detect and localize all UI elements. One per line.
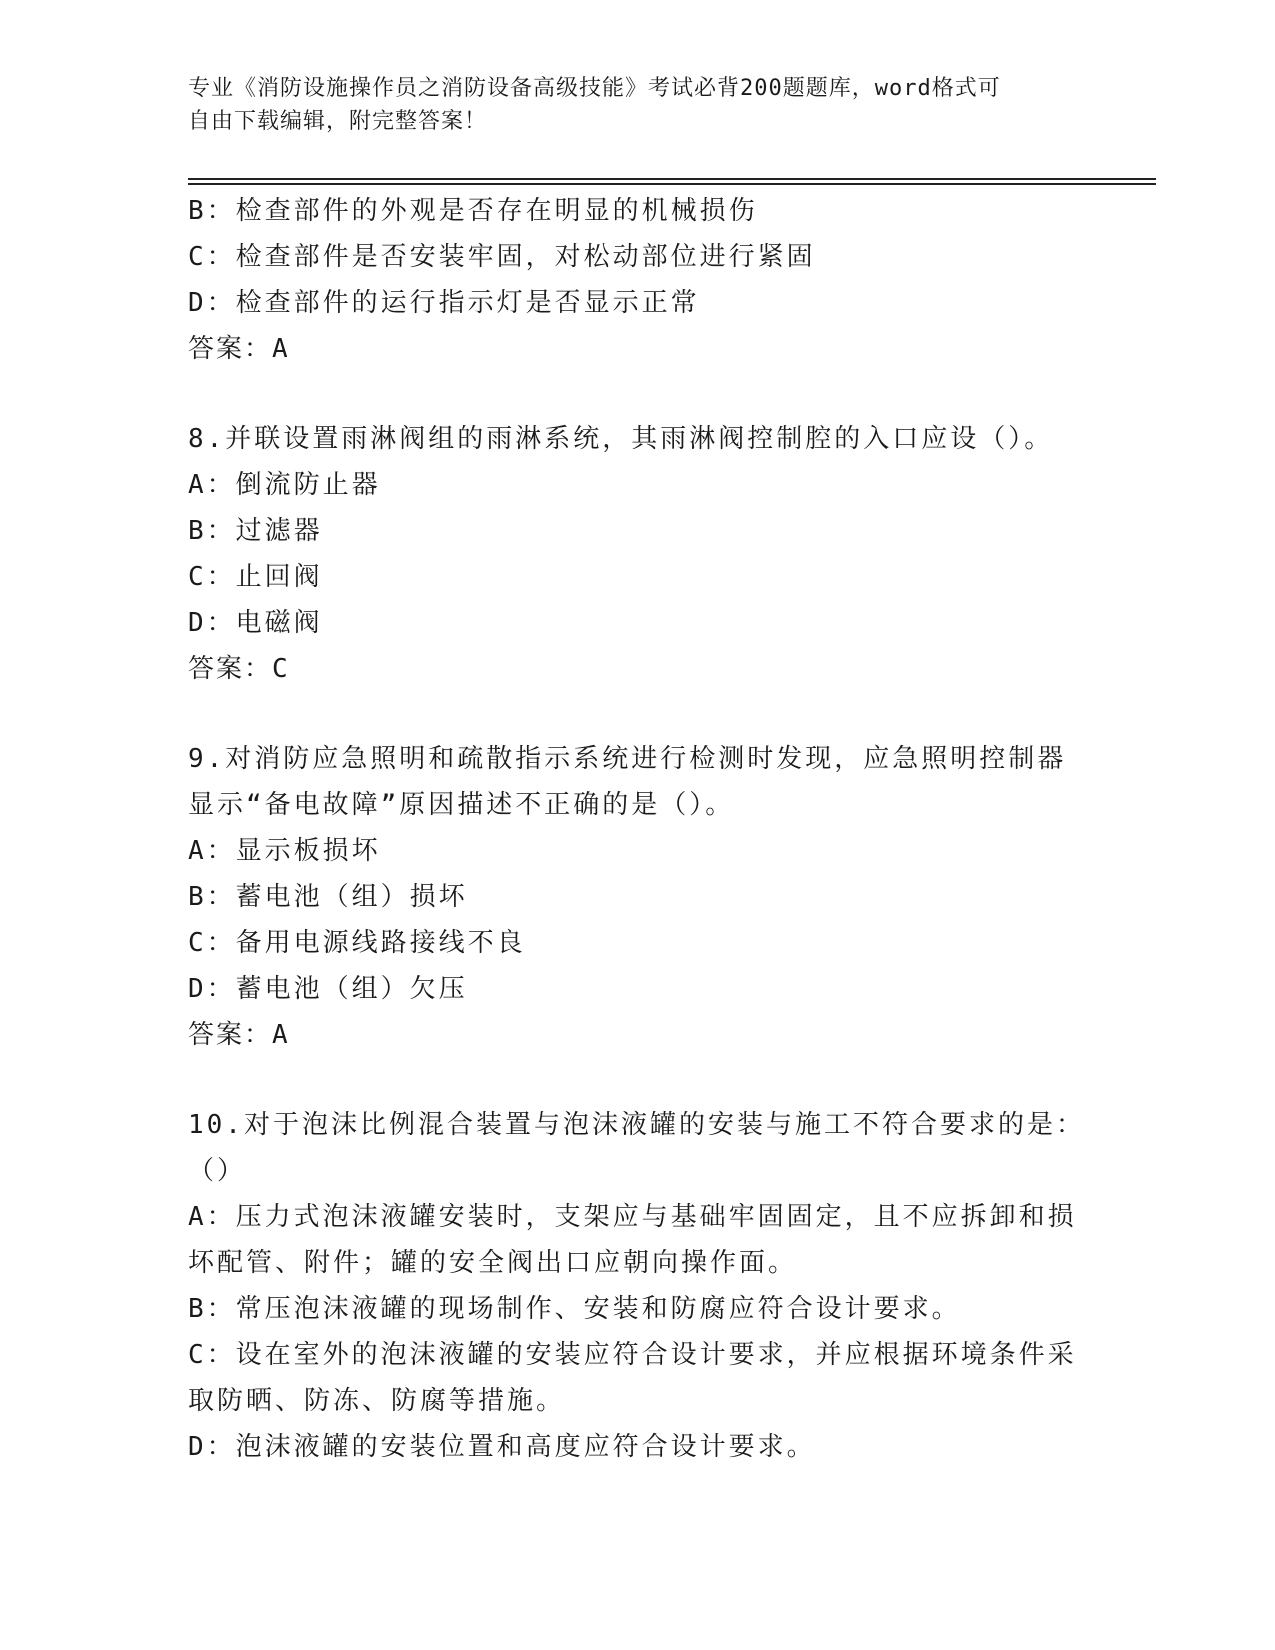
- question-list: [188, 188, 1088, 1470]
- q8-option-c: C：止回阀: [188, 562, 323, 592]
- q8-question: 8.并联设置雨淋阀组的雨淋系统，其雨淋阀控制腔的入口应设（）。: [188, 424, 1054, 454]
- q10-option-a-line-1: A：压力式泡沫液罐安装时，支架应与基础牢固固定，且不应拆卸和损: [188, 1202, 1077, 1232]
- q9-option-d: D：蓄电池（组）欠压: [188, 974, 468, 1004]
- header-divider-top: [188, 178, 1156, 180]
- q10-question-line-2: （）: [188, 1156, 247, 1186]
- q9-question-line-1: 9.对消防应急照明和疏散指示系统进行检测时发现，应急照明控制器: [188, 744, 1067, 774]
- q9-option-a: A：显示板损坏: [188, 836, 381, 866]
- q10-option-c-line-2: 取防晒、防冻、防腐等措施。: [188, 1386, 566, 1416]
- header-line-1: 专业《消防设施操作员之消防设备高级技能》考试必背200题题库，word格式可: [188, 76, 1001, 101]
- q9-question-line-2: 显示“备电故障”原因描述不正确的是（）。: [188, 790, 735, 820]
- spacer: [188, 1058, 1088, 1102]
- q7-option-d: D：检查部件的运行指示灯是否显示正常: [188, 288, 700, 318]
- q9-option-b: B：蓄电池（组）损坏: [188, 882, 468, 912]
- q7-answer: 答案：A: [188, 334, 290, 364]
- q7-option-b: B：检查部件的外观是否存在明显的机械损伤: [188, 196, 758, 226]
- q8-option-d: D：电磁阀: [188, 608, 323, 638]
- question-8: [188, 416, 1088, 692]
- q10-option-a-line-2: 坏配管、附件；罐的安全阀出口应朝向操作面。: [188, 1248, 798, 1278]
- q10-option-d: D：泡沫液罐的安装位置和高度应符合设计要求。: [188, 1432, 816, 1462]
- header-line-2: 自由下载编辑，附完整答案！: [188, 109, 488, 134]
- q8-option-b: B：过滤器: [188, 516, 323, 546]
- q10-question-line-1: 10.对于泡沫比例混合装置与泡沫液罐的安装与施工不符合要求的是：: [188, 1110, 1085, 1140]
- q10-option-b: B：常压泡沫液罐的现场制作、安装和防腐应符合设计要求。: [188, 1294, 961, 1324]
- q8-option-a: A：倒流防止器: [188, 470, 381, 500]
- q9-option-c: C：备用电源线路接线不良: [188, 928, 526, 958]
- question-10: [188, 1102, 1088, 1470]
- q9-answer: 答案：A: [188, 1020, 290, 1050]
- header-divider-bottom: [188, 183, 1156, 185]
- question-9: [188, 736, 1088, 1058]
- q10-option-c-line-1: C：设在室外的泡沫液罐的安装应符合设计要求，并应根据环境条件采: [188, 1340, 1077, 1370]
- question-7: [188, 188, 1088, 372]
- spacer: [188, 372, 1088, 416]
- q7-option-c: C：检查部件是否安装牢固，对松动部位进行紧固: [188, 242, 816, 272]
- document-header: [188, 72, 1068, 138]
- spacer: [188, 692, 1088, 736]
- q8-answer: 答案：C: [188, 654, 290, 684]
